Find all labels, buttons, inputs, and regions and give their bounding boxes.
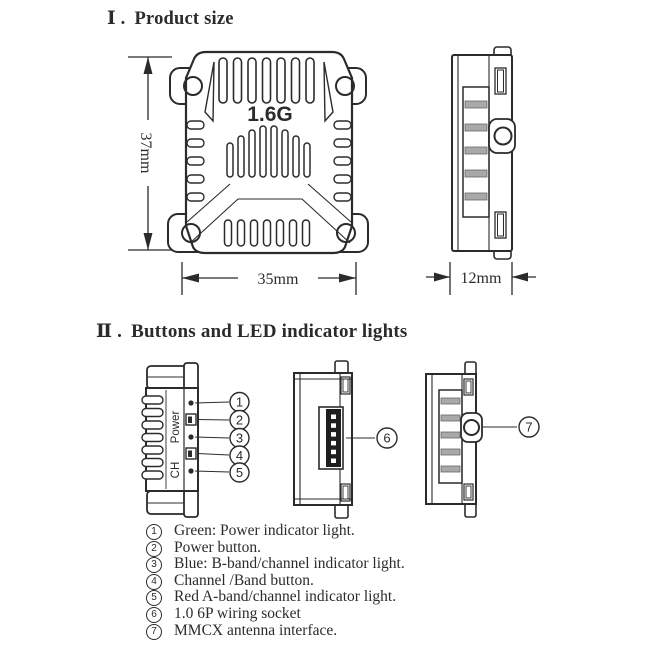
svg-text:3: 3 xyxy=(235,430,244,446)
power-label: Power xyxy=(170,410,182,444)
device-frequency-label: 1.6G xyxy=(247,103,293,126)
aband-led xyxy=(188,468,193,473)
power-button xyxy=(186,414,196,425)
section2-numeral: Ⅱ . xyxy=(96,321,123,342)
legend-text-2: Power button. xyxy=(174,538,261,556)
legend-num-5: 5 xyxy=(146,590,162,606)
svg-text:2: 2 xyxy=(235,412,244,428)
dim-height-label: 37mm xyxy=(137,132,154,174)
svg-text:7: 7 xyxy=(525,419,533,435)
callout-5 xyxy=(230,463,249,482)
callout-6 xyxy=(377,428,397,448)
dim-depth-label: 12mm xyxy=(460,270,502,287)
heatsink-fins-right xyxy=(439,390,462,483)
legend-num-7: 7 xyxy=(146,624,162,640)
power-led xyxy=(188,400,193,405)
product-side-view xyxy=(452,47,515,259)
dimension-width xyxy=(182,262,356,295)
legend-text-6: 1.0 6P wiring socket xyxy=(174,604,301,622)
vtx-view-controls xyxy=(142,363,198,517)
svg-text:4: 4 xyxy=(235,448,244,463)
legend-list xyxy=(146,523,546,639)
svg-text:5: 5 xyxy=(235,465,244,480)
side-ear-hole xyxy=(495,128,512,145)
legend-num-1: 1 xyxy=(146,524,162,540)
dimension-height xyxy=(128,57,172,250)
section2-title: Buttons and LED indicator lights xyxy=(131,321,408,342)
legend-item-1 xyxy=(146,523,546,540)
legend-num-2: 2 xyxy=(146,541,162,557)
callout-2 xyxy=(230,411,249,430)
legend-num-6: 6 xyxy=(146,607,162,623)
ch-label: CH xyxy=(170,461,182,479)
legend-num-4: 4 xyxy=(146,574,162,590)
vtx-view-antenna xyxy=(426,362,539,517)
channel-band-button xyxy=(186,448,196,459)
svg-text:1: 1 xyxy=(235,394,244,410)
callout-3 xyxy=(230,429,249,448)
svg-text:6: 6 xyxy=(383,430,391,446)
legend-text-5: Red A-band/channel indicator light. xyxy=(174,588,397,606)
product-top-view xyxy=(168,52,368,253)
fin-stubs xyxy=(142,396,163,479)
legend-text-7: MMCX antenna interface. xyxy=(174,621,338,639)
legend-num-3: 3 xyxy=(146,557,162,573)
vtx-view-socket xyxy=(294,361,397,518)
section1-numeral: Ⅰ . xyxy=(107,9,126,29)
legend-text-4: Channel /Band button. xyxy=(174,571,314,589)
legend-text-3: Blue: B-band/channel indicator light. xyxy=(174,555,405,573)
callouts-left xyxy=(195,393,249,483)
callout-1 xyxy=(230,393,249,412)
legend-item-3 xyxy=(146,556,546,573)
callout-7 xyxy=(519,417,539,437)
mmcx-connector xyxy=(461,413,482,442)
section1-title: Product size xyxy=(134,9,234,29)
wiring-socket-6p xyxy=(319,407,343,469)
legend-item-7 xyxy=(146,623,546,640)
callout-4 xyxy=(230,446,249,465)
dimension-depth xyxy=(426,262,536,295)
heatsink-fins-side xyxy=(463,87,489,217)
legend-item-4 xyxy=(146,573,546,590)
legend-item-2 xyxy=(146,540,546,557)
legend-item-5 xyxy=(146,589,546,606)
dim-width-label: 35mm xyxy=(257,271,299,288)
bband-led xyxy=(188,434,193,439)
legend-text-1: Green: Power indicator light. xyxy=(174,522,355,539)
legend-item-6 xyxy=(146,606,546,623)
